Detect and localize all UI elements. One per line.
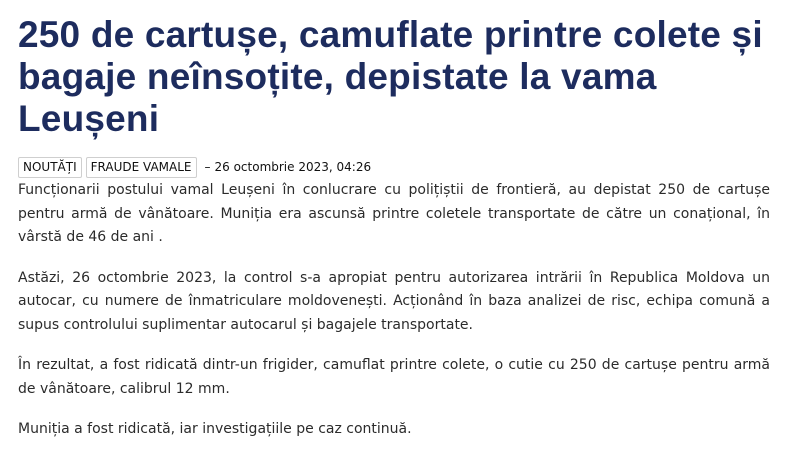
paragraph-2: Astăzi, 26 octombrie 2023, la control s-a apropiat pentru autorizarea intrării în Republica Moldova un autocar, cu numere de înmatriculare moldovenești. Acționând în baza analizei de risc, echipa comună a supus controlului suplimentar autocarul și bagajele transportate. (18, 269, 770, 333)
paragraph-3: În rezultat, a fost ridicată dintr-un frigider, camuflat printre colete, o cutie cu 250 de cartușe pentru armă de vânătoare, calibrul 12 mm. (18, 357, 770, 397)
date-separator: – (204, 160, 211, 174)
paragraph-4: Muniția a fost ridicată, iar investigațiile pe caz continuă. (18, 421, 412, 437)
tag-fraude-vamale[interactable]: FRAUDE VAMALE (86, 157, 197, 178)
publish-date: 26 octombrie 2023, 04:26 (214, 160, 372, 174)
tag-noutati[interactable]: NOUTĂȚI (18, 157, 82, 178)
article-body (18, 179, 770, 442)
article (18, 0, 770, 459)
article-title: 250 de cartușe, camuflate printre colete și bagaje neînsoțite, depistate la vama Leușeni (18, 14, 763, 139)
paragraph-1: Funcționarii postului vamal Leușeni în conlucrare cu polițiștii de frontieră, au depistat 250 de cartușe pentru armă de vânătoare. Muniția era ascunsă printre coletele transportate de către un conațional, în vârstă de 46 de ani . (18, 182, 770, 245)
article-meta (18, 156, 770, 178)
